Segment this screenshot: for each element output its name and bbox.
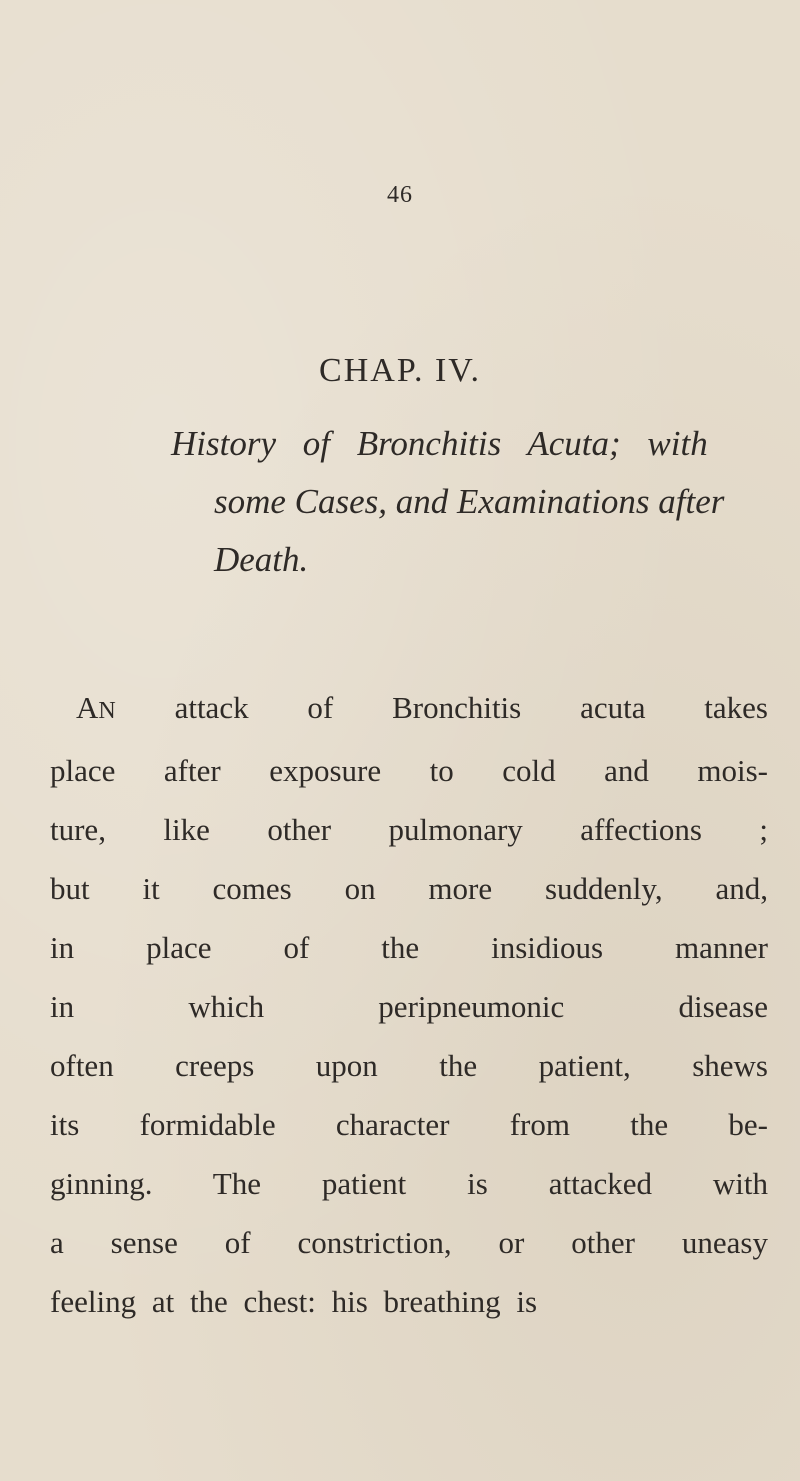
initial-letter: A <box>76 690 99 725</box>
heading-line: History of Bronchitis Acuta; with <box>171 424 708 463</box>
chapter-title: CHAP. IV. <box>319 352 481 389</box>
page-number: 46 <box>387 182 413 208</box>
first-line-text: attack of Bronchitis acuta takes <box>115 690 768 725</box>
body-line: ture, like other pulmonary affections ; <box>50 812 768 847</box>
body-line: often creeps upon the patient, shews <box>50 1048 768 1083</box>
heading-line: Death. <box>214 540 309 579</box>
heading-line: some Cases, and Examinations after <box>214 482 725 521</box>
body-line: in which peripneumonic disease <box>50 989 768 1024</box>
body-line: a sense of constriction, or other uneasy <box>50 1225 768 1260</box>
body-line: ginning. The patient is attacked with <box>50 1166 768 1201</box>
chapter-heading <box>171 415 768 589</box>
body-line: place after exposure to cold and mois- <box>50 753 768 788</box>
body-line: but it comes on more suddenly, and, <box>50 871 768 906</box>
body-line: its formidable character from the be- <box>50 1107 768 1142</box>
initial-smallcap: N <box>98 698 116 724</box>
body-text <box>50 678 768 1331</box>
body-line: in place of the insidious manner <box>50 930 768 965</box>
body-line <box>50 678 768 741</box>
body-line: feeling at the chest: his breathing is <box>50 1284 538 1319</box>
